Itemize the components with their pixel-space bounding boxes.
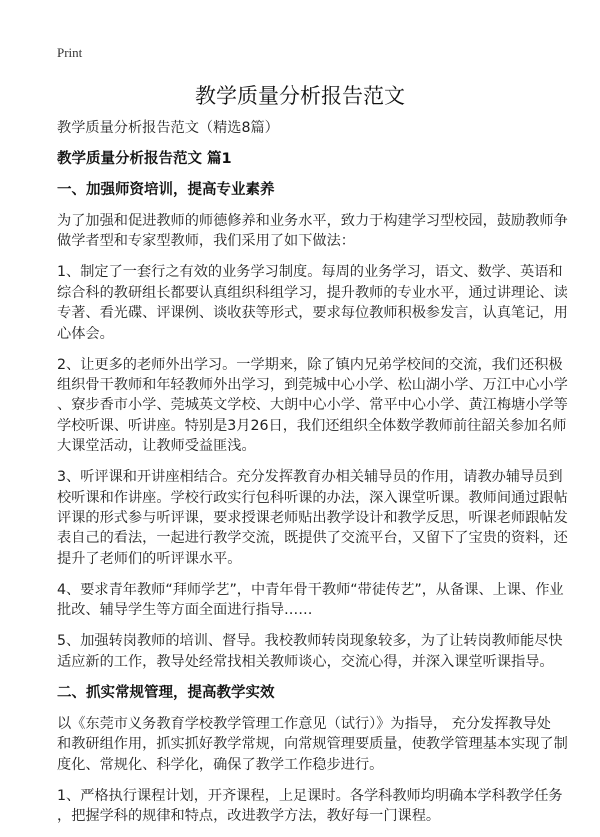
paragraph-line: 为了加强和促进教师的师德修养和业务水平，致力于构建学习型校园，鼓励教师争	[57, 213, 568, 229]
paragraph	[57, 580, 564, 621]
document-body	[57, 118, 568, 837]
paragraph-line: 5、加强转岗教师的培训、督导。我校教师转岗现象较多，为了让转岗教师能尽快	[57, 633, 563, 650]
paragraph-line: 评课的形式参与听评课，要求授课老师贴出教学设计和教学反思，听课老师跟帖发	[57, 510, 568, 527]
section-1	[57, 211, 568, 672]
paragraph	[57, 631, 563, 672]
section-heading: 二、抓实常规管理，提高教学实效	[57, 684, 275, 701]
paragraph-line: ，把握学科的规律和特点，改进教学方法，教好每一门课程。	[57, 807, 441, 824]
section-2	[57, 714, 568, 827]
paragraph	[57, 355, 568, 457]
paragraph	[57, 467, 568, 569]
print-link[interactable]: Print	[57, 45, 83, 60]
paragraph-line: 心体会。	[57, 325, 114, 342]
paragraph-line: 2、让更多的老师外出学习。一学期来，除了镇内兄弟学校间的交流，我们还积极	[57, 356, 563, 373]
section-heading: 一、加强师资培训，提高专业素养	[57, 182, 275, 198]
paragraph-line: 学校听课、听讲座。特别是3月26日，我们还组织全体数学教师前往韶关参加名师	[57, 417, 567, 434]
paragraph-line: 、寮步香市小学、莞城英文学校、大朗中心小学、常平中心小学、黄江梅塘小学等	[57, 397, 568, 414]
paragraph-line: 综合科的教研组长都要认真组织科组学习，提升教师的专业水平，通过讲理论、读	[57, 284, 568, 301]
paragraph-line: 批改、辅导学生等方面全面进行指导……	[57, 602, 313, 619]
page-title: 教学质量分析报告范文	[195, 84, 405, 108]
paragraph-line: 提升了老师们的听评课水平。	[57, 550, 242, 567]
paragraph-line: 校听课和作讲座。学校行政实行包科听课的办法，深入课堂听课。教师间通过跟帖	[57, 489, 568, 506]
paragraph	[57, 714, 568, 775]
paragraph-line: 3、听评课和开讲座相结合。充分发挥教育办相关辅导员的作用，请教办辅导员到	[57, 469, 563, 486]
paragraph-line: 组织骨干教师和年轻教师外出学习，到莞城中心小学、松山湖小学、万江中心小学	[57, 377, 568, 394]
paragraph	[57, 262, 568, 344]
paragraph-line: 以《东莞市义务教育学校教学管理工作意见（试行）》为指导， 充分发挥教导处	[57, 715, 551, 732]
paragraph-line: 表自己的看法，一起进行教学交流，既提供了交流平台，又留下了宝贵的资料，还	[57, 530, 568, 547]
article-heading: 教学质量分析报告范文 篇1	[57, 151, 232, 167]
paragraph-line: 1、制定了一套行之有效的业务学习制度。每周的业务学习，语文、数学、英语和	[57, 264, 563, 281]
paragraph-line: 1、严格执行课程计划，开齐课程，上足课时。各学科教师均明确本学科教学任务	[57, 787, 563, 804]
paragraph-line: 专著、看光碟、评课例、谈收获等形式，要求每位教师积极参发言，认真笔记，用	[57, 305, 568, 322]
paragraph-line: 度化、常规化、科学化，确保了教学工作稳步进行。	[57, 756, 384, 773]
paragraph-line: 4、要求青年教师“拜师学艺”，中青年骨干教师“带徒传艺”，从备课、上课、作业	[57, 581, 564, 598]
subtitle: 教学质量分析报告范文（精选8篇）	[57, 120, 279, 136]
paragraph	[57, 211, 568, 252]
paragraph	[57, 786, 563, 827]
paragraph-line: 做学者型和专家型教师，我们采用了如下做法：	[57, 233, 355, 250]
paragraph-line: 和教研组作用，抓实抓好教学常规，向常规管理要质量，使教学管理基本实现了制	[57, 736, 568, 753]
paragraph-line: 适应新的工作，教导处经常找相关教师谈心，交流心得，并深入课堂听课指导。	[57, 653, 554, 670]
paragraph-line: 大课堂活动，让教师受益匪浅。	[57, 438, 256, 455]
